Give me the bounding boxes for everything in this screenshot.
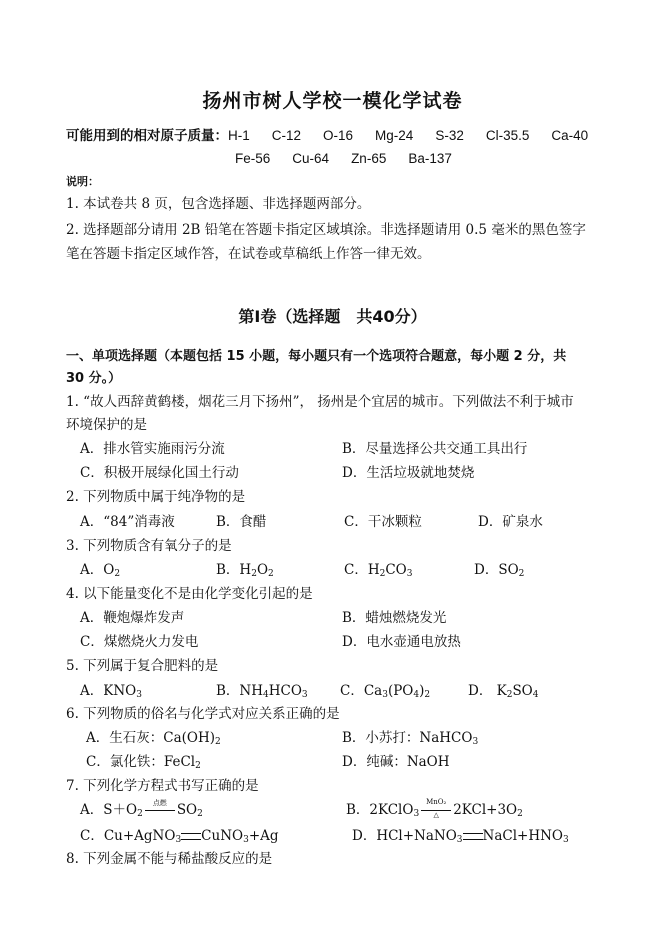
- q5-option-d-text: D． K: [468, 683, 507, 699]
- equals-sign-icon: [463, 833, 483, 840]
- atomic-mass-item: H-1: [228, 128, 250, 143]
- q2-stem: 2. 下列物质中属于纯净物的是: [66, 489, 246, 505]
- q7-option-d-products: NaCl+HNO: [482, 828, 564, 844]
- q7-option-d-reactants: D．HCl+NaNO: [352, 828, 457, 844]
- q7-option-b-catalyst: MnO₂: [426, 797, 447, 806]
- equals-sign-icon: [181, 833, 201, 840]
- q7-option-d: D．HCl+NaNO$_3$ $NaCl+HNO_3$: [352, 828, 569, 845]
- q7-option-c: C．Cu+AgNO$_3$ CuNO$_3$+Ag: [80, 828, 279, 845]
- page-title: 扬州市树人学校一模化学试卷: [202, 90, 463, 112]
- q7-option-b-products: 2KCl+3O: [453, 802, 518, 818]
- q5-option-b-text: B．NH: [216, 683, 264, 699]
- q3-option-c-text: C．H: [344, 562, 380, 578]
- part-1-heading-line-1: 一、单项选择题（本题包括 15 小题，每小题只有一个选项符合题意，每小题 2 分，共: [66, 349, 567, 364]
- q1-option-a: A．排水管实施雨污分流: [80, 441, 225, 457]
- atomic-mass-row-2: [235, 151, 474, 166]
- q7-option-c-reactants: C．Cu+AgNO: [80, 828, 176, 844]
- atomic-mass-item: S-32: [435, 128, 464, 143]
- q5-option-c: C．$Ca_3(PO_4)_2$: [340, 683, 431, 700]
- q6-option-a-text: A．生石灰：Ca(OH): [86, 730, 216, 746]
- q3-option-c: C．$H_2CO_3$: [344, 562, 413, 579]
- q3-option-a-text: A．O: [80, 562, 115, 578]
- q6-stem: 6. 下列物质的俗名与化学式对应关系正确的是: [66, 706, 340, 722]
- atomic-mass-item: C-12: [271, 128, 302, 143]
- part-1-heading-line-2: 30 分。）: [66, 371, 122, 386]
- q6-option-c: C．氯化铁：FeCl$_2$: [86, 754, 201, 771]
- q5-option-b: B．$NH_4HCO_3$: [216, 683, 308, 700]
- q7-option-a: A．$S+O_2$ 点燃 $SO_2$: [80, 798, 203, 819]
- atomic-mass-label: 可能用到的相对原子质量：: [66, 128, 228, 144]
- q7-option-c-product-2: +Ag: [248, 828, 279, 844]
- reaction-arrow-icon: [419, 797, 453, 819]
- q4-stem: 4. 以下能量变化不是由化学变化引起的是: [66, 586, 313, 602]
- q4-option-b: B．蜡烛燃烧发光: [342, 610, 447, 626]
- atomic-mass-item: Mg-24: [375, 128, 414, 143]
- q5-option-a: A．$KNO_3$: [80, 683, 142, 700]
- atomic-mass-item: Ba-137: [408, 151, 452, 166]
- atomic-mass-row-1: [66, 124, 588, 144]
- note-2-line-1: 2. 选择题部分请用 2B 铅笔在答题卡指定区域填涂。非选择题请用 0.5 毫米的黑色签字: [66, 222, 586, 238]
- section-points: 40: [372, 307, 395, 326]
- atomic-mass-item: Cl-35.5: [485, 128, 530, 143]
- q5-option-d: D． $K_2SO_4$: [468, 683, 539, 700]
- q4-option-c: C．煤燃烧火力发电: [80, 634, 199, 650]
- q6-option-c-text: C．氯化铁：FeCl: [86, 754, 196, 770]
- q7-option-b-heat: △: [433, 810, 439, 819]
- q8-stem: 8. 下列金属不能与稀盐酸反应的是: [66, 851, 273, 867]
- q2-option-d: D．矿泉水: [478, 514, 543, 530]
- section-title: [0, 304, 665, 327]
- q2-option-a: A．“84”消毒液: [80, 514, 175, 530]
- q3-option-d-text: D．SO: [474, 562, 519, 578]
- q6-option-a: A．生石灰：$Ca(OH)_2$: [86, 730, 221, 747]
- q5-option-a-text: A．KNO: [80, 683, 137, 699]
- q5-stem: 5. 下列属于复合肥料的是: [66, 658, 219, 674]
- q1-stem-line-2: 环境保护的是: [66, 417, 147, 433]
- reaction-arrow-icon: [143, 798, 177, 818]
- atomic-mass-item: Ca-40: [551, 128, 589, 143]
- atomic-mass-item: Fe-56: [235, 151, 271, 166]
- q5-option-c-text: C．Ca: [340, 683, 383, 699]
- q4-option-a: A．鞭炮爆炸发声: [80, 610, 185, 626]
- atomic-mass-item: Zn-65: [351, 151, 387, 166]
- section-title-suffix: 分）: [394, 307, 427, 326]
- note-2-line-2: 笔在答题卡指定区域作答，在试卷或草稿纸上作答一律无效。: [66, 246, 431, 262]
- section-title-text: 第Ⅰ卷（选择题 共: [238, 307, 373, 326]
- q3-option-d: D．$SO_2$: [474, 562, 525, 579]
- q1-option-d: D．生活垃圾就地焚烧: [342, 465, 475, 481]
- q2-option-c: C．干冰颗粒: [344, 514, 422, 530]
- q6-option-d: D．纯碱：NaOH: [342, 754, 450, 770]
- note-1: 1. 本试卷共 8 页，包含选择题、非选择题两部分。: [66, 196, 371, 212]
- q7-option-a-condition: 点燃: [152, 798, 167, 807]
- q3-option-b-text: B．H: [216, 562, 252, 578]
- q7-option-a-product: SO: [176, 802, 198, 818]
- q3-option-b: B．$H_2O_2$: [216, 562, 274, 579]
- atomic-mass-item: O-16: [323, 128, 354, 143]
- q7-option-b-reactant: B．2KClO: [346, 802, 414, 818]
- q3-stem: 3. 下列物质含有氧分子的是: [66, 538, 232, 554]
- q7-option-b: B．2KClO$_3$ MnO₂ △ $2KCl+3O_2$: [346, 797, 523, 819]
- q3-option-a: A．$O_2$: [80, 562, 121, 579]
- q4-option-d: D．电水壶通电放热: [342, 634, 461, 650]
- q6-option-b-text: B．小苏打：NaHCO: [342, 730, 473, 746]
- q7-option-a-reactants: A．S＋O: [80, 802, 138, 818]
- q7-stem: 7. 下列化学方程式书写正确的是: [66, 778, 259, 794]
- q7-option-c-product: CuNO: [201, 828, 244, 844]
- q1-option-b: B．尽量选择公共交通工具出行: [342, 441, 528, 457]
- q1-stem-line-1: 1. “故人西辞黄鹤楼，烟花三月下扬州”， 扬州是个宜居的城市。下列做法不利于城市: [66, 394, 574, 410]
- q2-option-b: B．食醋: [216, 514, 267, 530]
- q6-option-b: B．小苏打：NaHCO$_3$: [342, 730, 479, 747]
- notes-heading: 说明：: [66, 175, 99, 188]
- atomic-mass-item: Cu-64: [292, 151, 330, 166]
- q1-option-c: C．积极开展绿化国土行动: [80, 465, 239, 481]
